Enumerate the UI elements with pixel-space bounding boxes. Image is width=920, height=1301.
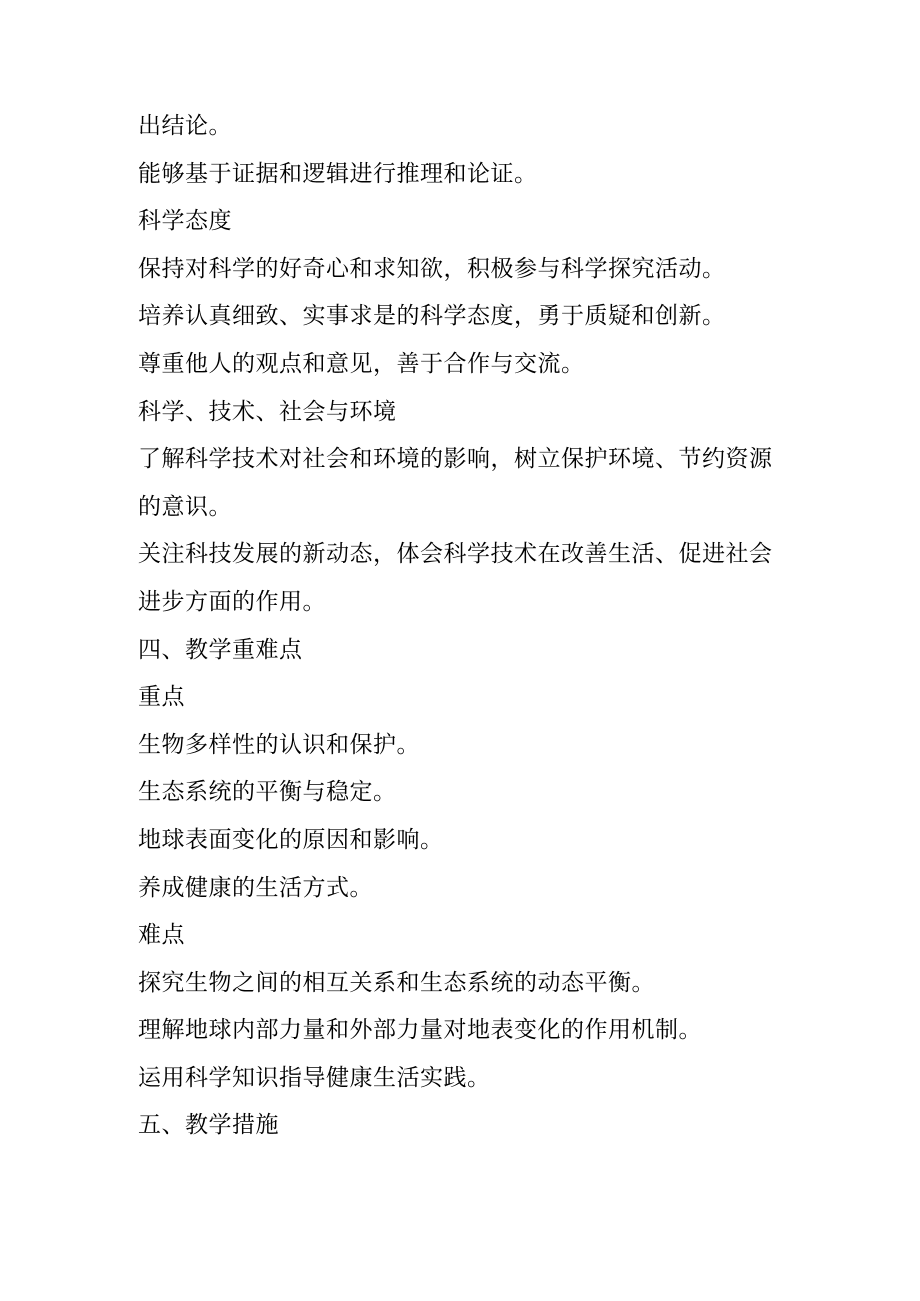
paragraph-continuation: 进步方面的作用。: [138, 588, 326, 615]
document-body: [138, 103, 788, 1150]
paragraph-continuation: 出结论。: [138, 113, 232, 139]
section-heading-key-points: 四、教学重难点: [138, 636, 303, 663]
list-item: 地球表面变化的原因和影响。: [138, 826, 444, 853]
list-item: 生物多样性的认识和保护。: [138, 731, 420, 758]
list-item: 探究生物之间的相互关系和生态系统的动态平衡。: [138, 969, 655, 996]
paragraph: 保持对科学的好奇心和求知欲，积极参与科学探究活动。: [138, 255, 726, 282]
list-item: 养成健康的生活方式。: [138, 874, 373, 901]
paragraph: 尊重他人的观点和意见，善于合作与交流。: [138, 350, 585, 377]
list-item: 运用科学知识指导健康生活实践。: [138, 1064, 491, 1091]
list-item: 理解地球内部力量和外部力量对地表变化的作用机制。: [138, 1017, 702, 1044]
paragraph: 培养认真细致、实事求是的科学态度，勇于质疑和创新。: [138, 303, 726, 330]
subheading-difficult-points: 难点: [138, 922, 185, 949]
list-item: 生态系统的平衡与稳定。: [138, 779, 397, 806]
paragraph: 能够基于证据和逻辑进行推理和论证。: [138, 160, 538, 187]
subheading-sts-environment: 科学、技术、社会与环境: [138, 398, 397, 425]
paragraph-continuation: 的意识。: [138, 493, 232, 520]
section-heading-teaching-measures: 五、教学措施: [138, 1112, 279, 1139]
paragraph: 关注科技发展的新动态，体会科学技术在改善生活、促进社会: [138, 541, 773, 568]
subheading-key-points: 重点: [138, 684, 185, 711]
subheading-scientific-attitude: 科学态度: [138, 208, 232, 235]
paragraph: 了解科学技术对社会和环境的影响，树立保护环境、节约资源: [138, 446, 773, 473]
